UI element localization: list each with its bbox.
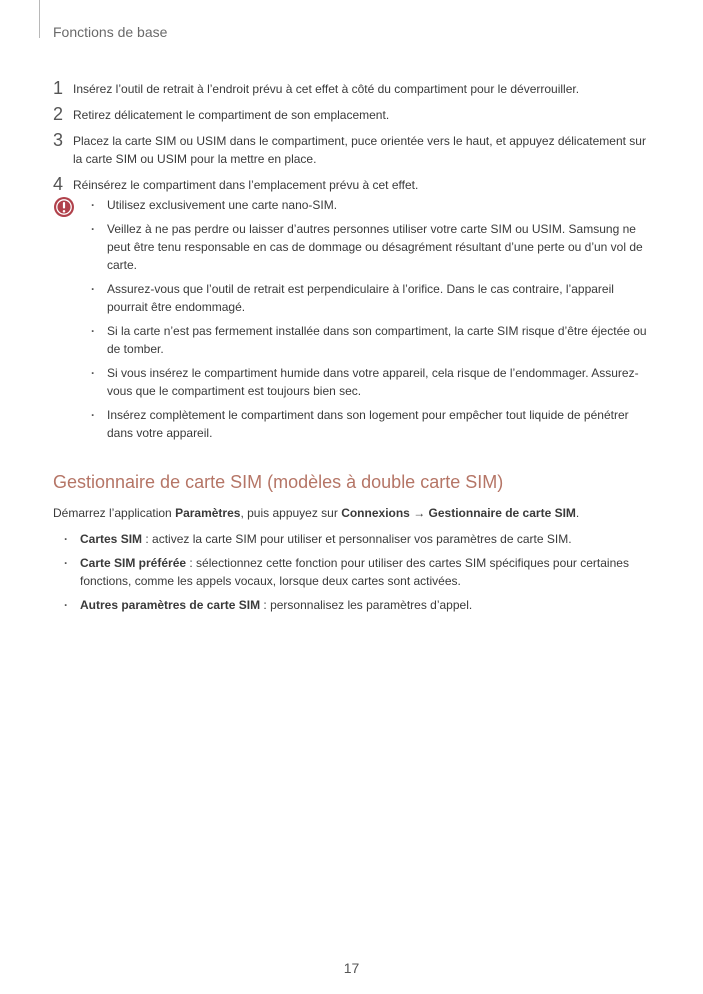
step-item bbox=[53, 176, 648, 194]
settings-item bbox=[80, 596, 648, 614]
step-item bbox=[53, 132, 648, 168]
settings-item bbox=[80, 554, 648, 590]
header-divider bbox=[39, 0, 40, 38]
intro-menu-sim-manager: Gestionnaire de carte SIM bbox=[428, 506, 576, 520]
settings-description: : personnalisez les paramètres d’appel. bbox=[260, 598, 473, 612]
caution-item: · Utilisez exclusivement une carte nano-SIM. bbox=[107, 196, 648, 214]
intro-prefix: Démarrez l’application bbox=[53, 506, 176, 520]
step-number: 1 bbox=[53, 78, 64, 98]
step-text: Retirez délicatement le compartiment de son emplacement. bbox=[73, 108, 390, 122]
step-number: 2 bbox=[53, 104, 64, 124]
step-text: Placez la carte SIM ou USIM dans le compartiment, puce orientée vers le haut, et appuyez délicatement sur la carte SIM ou USIM pour la mettre en place. bbox=[73, 134, 646, 166]
intro-middle: , puis appuyez sur bbox=[240, 506, 342, 520]
page-number: 17 bbox=[343, 960, 360, 976]
settings-item bbox=[80, 530, 648, 548]
caution-item: · Assurez-vous que l’outil de retrait est perpendiculaire à l’orifice. Dans le cas contraire, l’appareil pourrait être endommagé. bbox=[107, 280, 648, 316]
intro-menu-connexions: Connexions bbox=[341, 506, 410, 520]
section-intro bbox=[53, 504, 648, 522]
intro-suffix: . bbox=[575, 506, 580, 520]
section-heading: Gestionnaire de carte SIM (modèles à double carte SIM) bbox=[53, 472, 504, 492]
section-label: Fonctions de base bbox=[53, 24, 168, 40]
caution-block bbox=[53, 196, 648, 442]
settings-term: Autres paramètres de carte SIM bbox=[80, 598, 261, 612]
settings-description: : activez la carte SIM pour utiliser et personnaliser vos paramètres de carte SIM. bbox=[142, 532, 572, 546]
step-text: Réinsérez le compartiment dans l’emplacement prévu à cet effet. bbox=[73, 178, 419, 192]
settings-description: : sélectionnez cette fonction pour utiliser des cartes SIM spécifiques pour certaines fonctions, comme les appels vocaux, lorsque deux cartes sont activées. bbox=[80, 556, 629, 588]
settings-term: Cartes SIM bbox=[80, 532, 143, 546]
caution-item: · Si vous insérez le compartiment humide dans votre appareil, cela risque de l’endommager. Assurez-vous que le compartiment est toujours bien sec. bbox=[107, 364, 648, 400]
caution-icon bbox=[53, 196, 75, 218]
settings-list bbox=[80, 530, 648, 614]
step-number: 4 bbox=[53, 174, 64, 194]
caution-item: · Insérez complètement le compartiment dans son logement pour empêcher tout liquide de pénétrer dans votre appareil. bbox=[107, 406, 648, 442]
step-text: Insérez l’outil de retrait à l’endroit prévu à cet effet à côté du compartiment pour le déverrouiller. bbox=[73, 82, 580, 96]
page-content bbox=[53, 80, 648, 620]
arrow-icon: → bbox=[409, 506, 429, 520]
steps-list bbox=[53, 80, 648, 194]
step-item bbox=[53, 80, 648, 98]
settings-term: Carte SIM préférée bbox=[80, 556, 187, 570]
caution-item: · Veillez à ne pas perdre ou laisser d’autres personnes utiliser votre carte SIM ou USIM. Samsung ne peut être tenu responsable en cas de dommage ou désagrément résultant d’une perte ou d’un vol de carte. bbox=[107, 220, 648, 274]
caution-list bbox=[107, 196, 648, 442]
intro-app-name: Paramètres bbox=[175, 506, 241, 520]
step-number: 3 bbox=[53, 130, 64, 150]
step-item bbox=[53, 106, 648, 124]
caution-item: · Si la carte n’est pas fermement installée dans son compartiment, la carte SIM risque d’être éjectée ou de tomber. bbox=[107, 322, 648, 358]
